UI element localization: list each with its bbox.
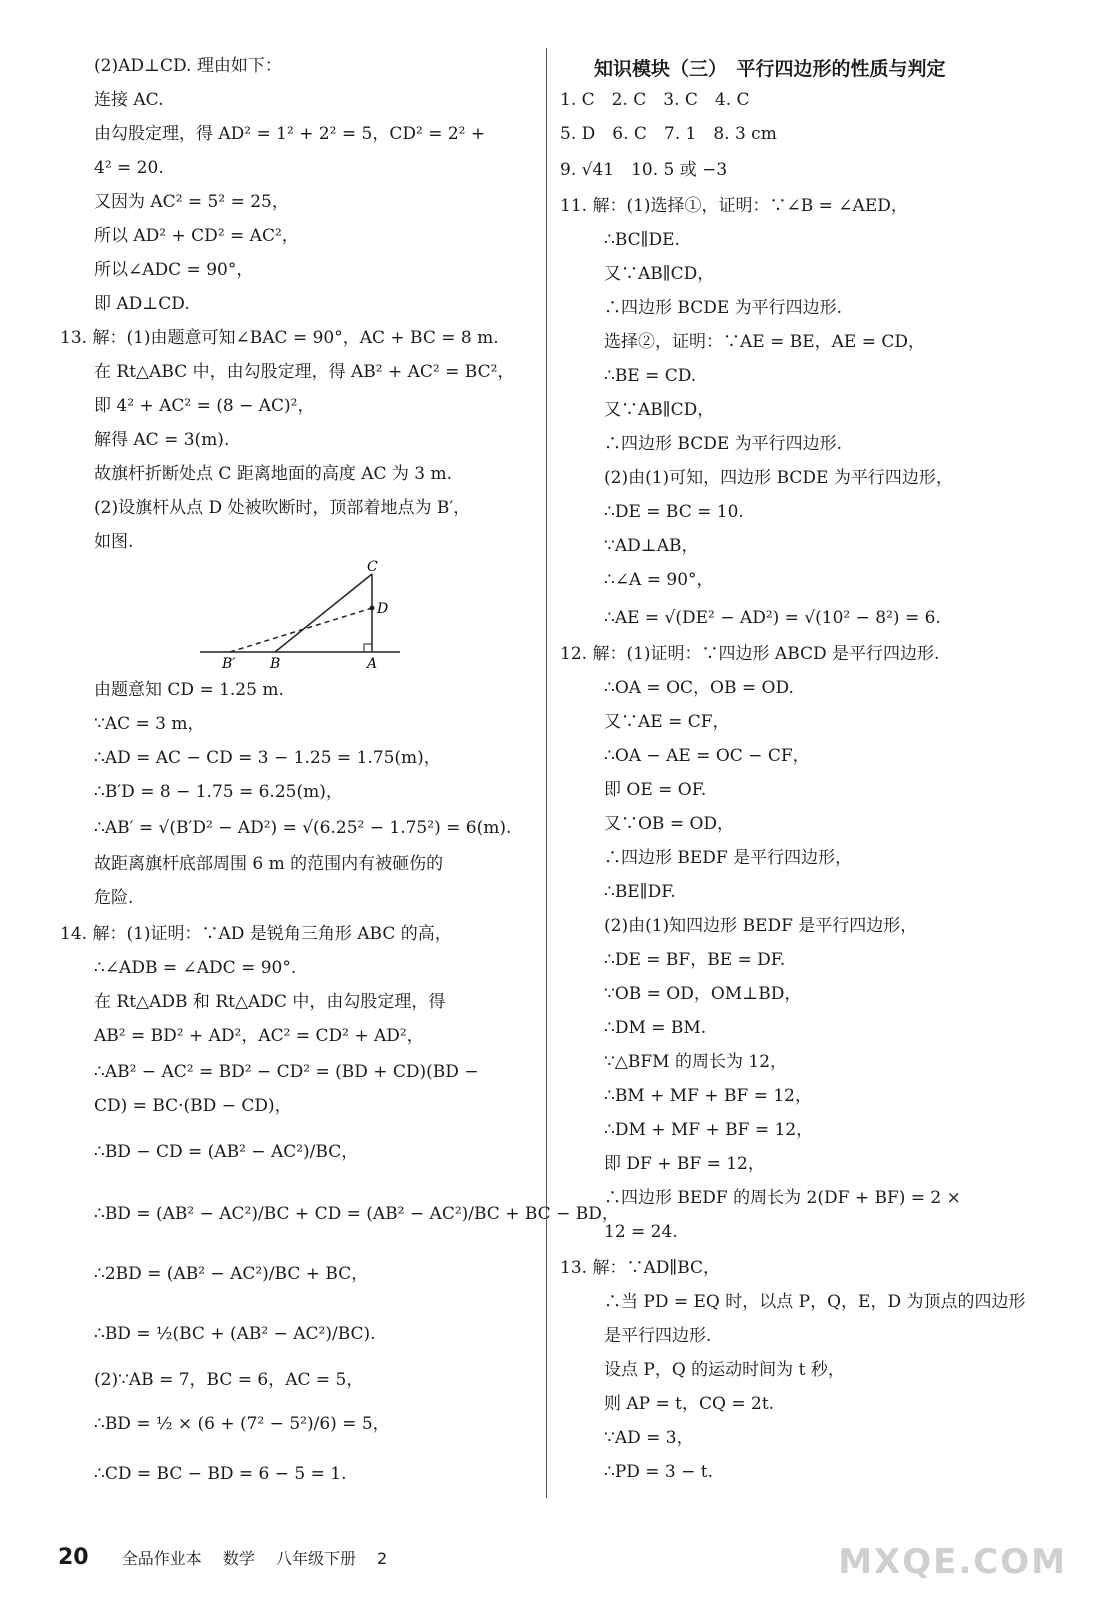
dashed-line (230, 608, 372, 652)
text-line: 即 AD⊥CD. (94, 294, 190, 314)
text-line: ∴BC∥DE. (604, 230, 680, 250)
text-line: ∵AC = 3 m， (94, 714, 205, 734)
text-line: ∴∠A = 90°， (604, 570, 714, 590)
text-line: ∴AD = AC − CD = 3 − 1.25 = 1.75(m)， (94, 748, 441, 768)
text-line: 设点 P，Q 的运动时间为 t 秒， (604, 1360, 845, 1380)
text-line: 如图. (94, 532, 134, 552)
text-line: ∵OB = OD，OM⊥BD， (604, 984, 802, 1004)
text-line: ∴BD − CD = (AB² − AC²)/BC， (94, 1142, 359, 1162)
text-line: ∴OA = OC，OB = OD. (604, 678, 794, 698)
text-line: ∴BD = (AB² − AC²)/BC + CD = (AB² − AC²)/BC + BC − BD， (94, 1204, 619, 1224)
text-line: (2)∵AB = 7，BC = 6，AC = 5， (94, 1370, 364, 1390)
page-number: 20 (58, 1545, 89, 1570)
label-a: A (367, 656, 378, 670)
text-line: 是平行四边形. (604, 1326, 712, 1346)
triangle-figure (200, 560, 440, 670)
text-line: CD) = BC·(BD − CD)， (94, 1096, 292, 1116)
right-angle-mark (364, 644, 372, 652)
text-line: ∴BE = CD. (604, 366, 697, 386)
text-line: (2)由(1)可知，四边形 BCDE 为平行四边形， (604, 468, 953, 488)
text-line: ∴OA − AE = OC − CF， (604, 746, 810, 766)
text-line: 所以∠ADC = 90°， (94, 260, 254, 280)
text-line: ∴四边形 BCDE 为平行四边形. (604, 298, 843, 318)
text-line: 又∵OB = OD， (604, 814, 735, 834)
point-d (370, 606, 375, 611)
label-b: B (270, 656, 281, 670)
text-line: (2)AD⊥CD. 理由如下： (94, 56, 282, 76)
text-line: ∴DM + MF + BF = 12， (604, 1120, 814, 1140)
hypotenuse-line (275, 574, 372, 652)
text-line: 故距离旗杆底部周围 6 m 的范围内有被砸伤的 (94, 854, 444, 874)
subject-label: 数学 (222, 1549, 255, 1568)
text-line: ∴BD = ½(BC + (AB² − AC²)/BC). (94, 1324, 376, 1344)
label-c: C (367, 560, 378, 575)
text-line: 由勾股定理，得 AD² = 1² + 2² = 5，CD² = 2² + (94, 124, 486, 144)
text-line: 即 4² + AC² = (8 − AC)²， (94, 396, 315, 416)
problem-13-line: 13. 解：∵AD∥BC， (560, 1258, 721, 1278)
text-line: 又∵AE = CF， (604, 712, 730, 732)
grade-label: 八年级下册 (275, 1549, 356, 1568)
text-line: 又∵AB∥CD， (604, 264, 715, 284)
column-divider (546, 48, 547, 1498)
text-line: ∴DE = BF，BE = DF. (604, 950, 786, 970)
text-line: 即 OE = OF. (604, 780, 707, 800)
watermark-logo: MXQE.COM (838, 1542, 1067, 1582)
answer-line: 5. D 6. C 7. 1 8. 3 cm (560, 124, 777, 144)
problem-14-line: 14. 解：(1)证明：∵AD 是锐角三角形 ABC 的高， (60, 924, 452, 944)
text-line: 所以 AD² + CD² = AC²， (94, 226, 299, 246)
text-line: 又∵AB∥CD， (604, 400, 715, 420)
page-footer (58, 1545, 403, 1570)
text-line: ∴四边形 BCDE 为平行四边形. (604, 434, 843, 454)
text-line: 连接 AC. (94, 90, 164, 110)
text-line: ∴CD = BC − BD = 6 − 5 = 1. (94, 1464, 347, 1484)
text-line: ∴DM = BM. (604, 1018, 707, 1038)
text-line: ∴BD = ½ × (6 + (7² − 5²)/6) = 5， (94, 1414, 390, 1434)
text-line: ∴四边形 BEDF 是平行四边形， (604, 848, 853, 868)
text-line: 又因为 AC² = 5² = 25， (94, 192, 289, 212)
text-line: ∴∠ADB = ∠ADC = 90°. (94, 958, 297, 978)
problem-12-line: 12. 解：(1)证明：∵四边形 ABCD 是平行四边形. (560, 644, 940, 664)
text-line: ∵△BFM 的周长为 12， (604, 1052, 788, 1072)
problem-13-line: 13. 解：(1)由题意可知∠BAC = 90°，AC + BC = 8 m. (60, 328, 499, 348)
text-line: 在 Rt△ADB 和 Rt△ADC 中，由勾股定理，得 (94, 992, 446, 1012)
text-line: ∴DE = BC = 10. (604, 502, 744, 522)
text-line: 选择②，证明：∵AE = BE，AE = CD， (604, 332, 926, 352)
book-title: 全品作业本 (121, 1549, 202, 1568)
text-line: 12 = 24. (604, 1222, 678, 1242)
text-line: (2)由(1)知四边形 BEDF 是平行四边形， (604, 916, 918, 936)
text-line: ∴B′D = 8 − 1.75 = 6.25(m)， (94, 782, 343, 802)
text-line: 即 DF + BF = 12， (604, 1154, 765, 1174)
text-line: 4² = 20. (94, 158, 164, 178)
text-line: 在 Rt△ABC 中，由勾股定理，得 AB² + AC² = BC²， (94, 362, 515, 382)
text-line: ∴四边形 BEDF 的周长为 2(DF + BF) = 2 × (604, 1188, 961, 1208)
text-line: 则 AP = t，CQ = 2t. (604, 1394, 775, 1414)
problem-11-line: 11. 解：(1)选择①，证明：∵∠B = ∠AED， (560, 196, 908, 216)
answer-line: 1. C 2. C 3. C 4. C (560, 90, 750, 110)
section-heading: 知识模块（三） 平行四边形的性质与判定 (594, 58, 946, 80)
text-line: ∴2BD = (AB² − AC²)/BC + BC， (94, 1264, 369, 1284)
text-line: AB² = BD² + AD²，AC² = CD² + AD²， (94, 1026, 424, 1046)
text-line: 故旗杆折断处点 C 距离地面的高度 AC 为 3 m. (94, 464, 453, 484)
label-b-prime: B′ (222, 656, 236, 670)
text-line: 危险. (94, 888, 134, 908)
text-line: ∵AD⊥AB， (604, 536, 699, 556)
text-line: ∴AB² − AC² = BD² − CD² = (BD + CD)(BD − (94, 1062, 479, 1082)
text-line: (2)设旗杆从点 D 处被吹断时，顶部着地点为 B′， (94, 498, 471, 518)
label-d: D (377, 601, 389, 617)
text-line: ∴当 PD = EQ 时，以点 P，Q，E，D 为顶点的四边形 (604, 1292, 1026, 1312)
answer-line: 9. √41 10. 5 或 −3 (560, 160, 728, 180)
text-line: ∴BE∥DF. (604, 882, 676, 902)
text-line: ∴PD = 3 − t. (604, 1462, 714, 1482)
text-line: ∵AD = 3， (604, 1428, 694, 1448)
text-line: 解得 AC = 3(m). (94, 430, 230, 450)
text-line: 由题意知 CD = 1.25 m. (94, 680, 284, 700)
volume-label: 2 (377, 1549, 388, 1568)
text-line: ∴AE = √(DE² − AD²) = √(10² − 8²) = 6. (604, 608, 941, 628)
text-line: ∴AB′ = √(B′D² − AD²) = √(6.25² − 1.75²) = 6(m). (94, 818, 512, 838)
text-line: ∴BM + MF + BF = 12， (604, 1086, 812, 1106)
